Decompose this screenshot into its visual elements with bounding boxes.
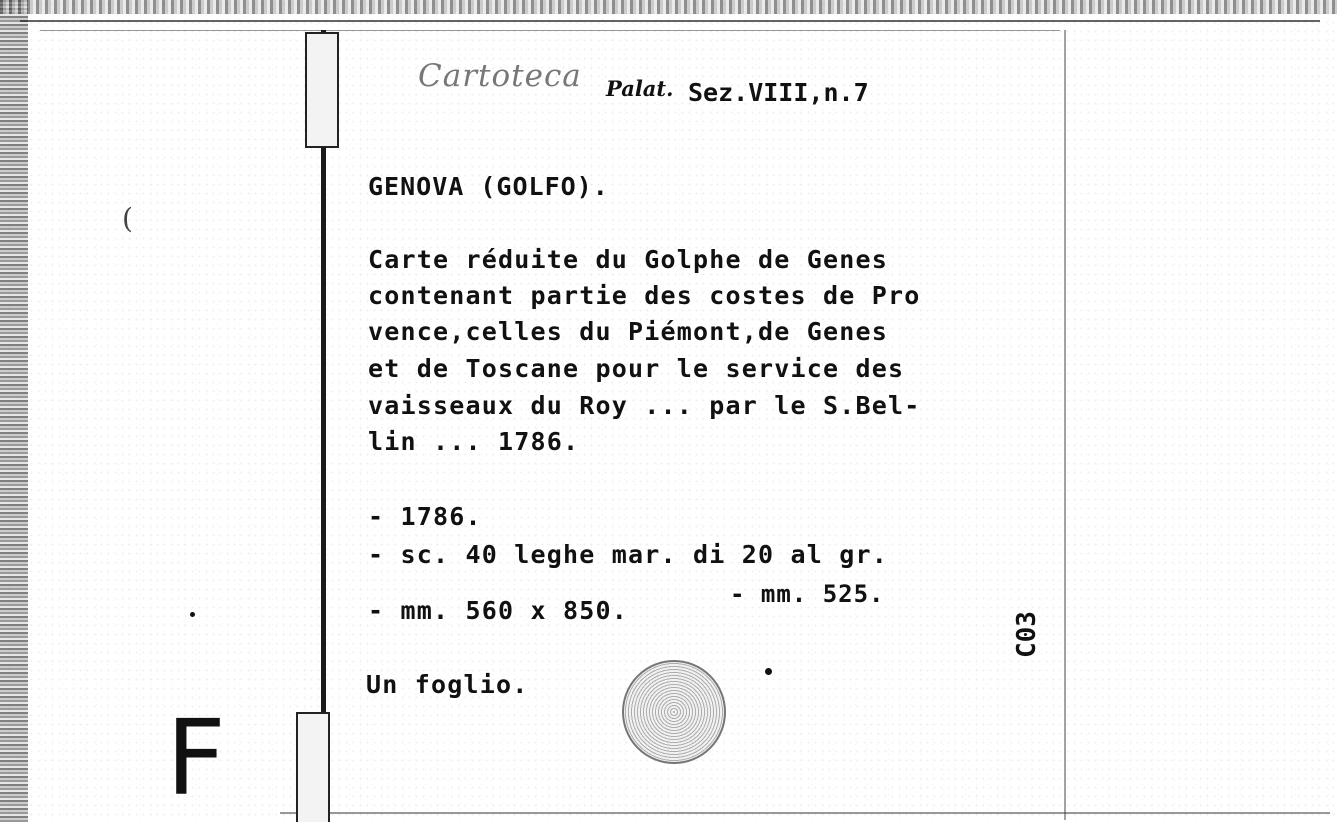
margin-mark: ( [122, 202, 133, 235]
header-palat-label: Palat. [606, 76, 674, 101]
description-line: contenant partie des costes de Pro [368, 281, 921, 310]
binding-clip-top [305, 32, 339, 148]
description-line: et de Toscane pour le service des [368, 354, 905, 383]
description-line: vaisseaux du Roy ... par le S.Bel- [368, 391, 921, 420]
ink-dot [190, 612, 195, 617]
binding-clip-bottom [296, 712, 330, 822]
note-dimensions: - mm. 560 x 850. [368, 596, 629, 625]
header-section-number: Sez.VIII,n.7 [688, 78, 869, 107]
sheet-count: Un foglio. [366, 670, 529, 699]
note-scale: - sc. 40 leghe mar. di 20 al gr. [368, 540, 889, 569]
header-handwritten-label: Cartoteca [418, 58, 582, 94]
description-line: Carte réduite du Golphe de Genes [368, 245, 889, 274]
card-top-border [20, 20, 1320, 22]
description-line: vence,celles du Piémont,de Genes [368, 317, 889, 346]
card-right-border [1064, 30, 1066, 820]
ink-dot [765, 668, 772, 675]
card-bottom-border [280, 812, 1330, 814]
card-title: GENOVA (GOLFO). [368, 172, 609, 201]
card-inner-border [40, 30, 1060, 31]
card-left-edge [0, 0, 28, 822]
note-extra-dimension: - mm. 525. [730, 580, 885, 608]
note-date: - 1786. [368, 502, 482, 531]
card-top-edge [0, 0, 1337, 14]
stamp-code: C03 [1012, 611, 1042, 658]
binding-rod [321, 30, 326, 820]
margin-letter: F [166, 697, 226, 819]
punch-hole [622, 660, 726, 764]
description-line: lin ... 1786. [368, 427, 580, 456]
